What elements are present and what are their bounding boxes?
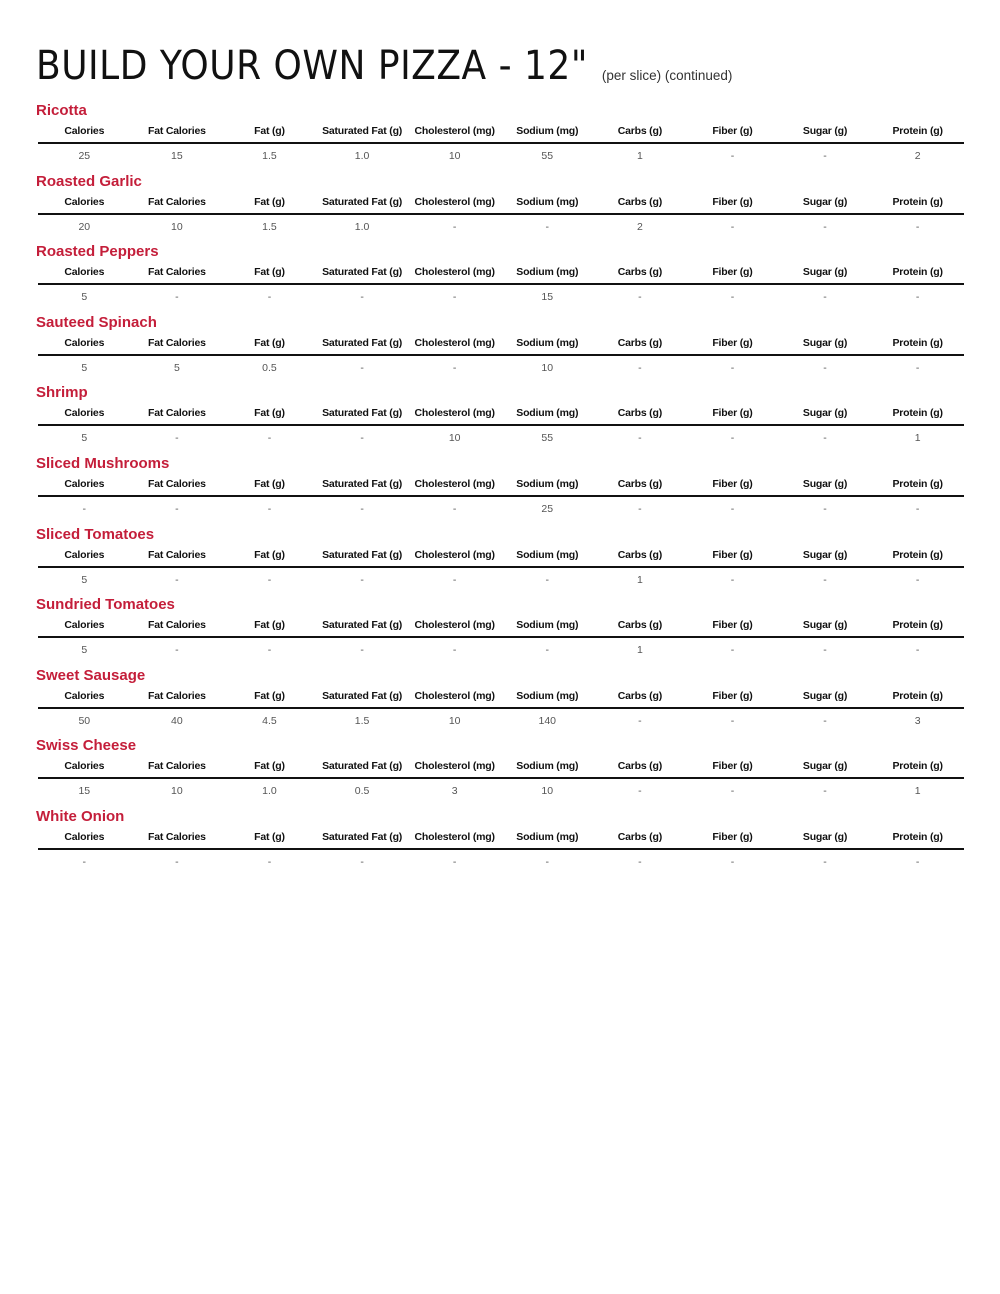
value-cell: 0.5 <box>262 361 277 374</box>
value-cell: 1 <box>636 644 643 657</box>
column-header: Sugar (g) <box>802 548 848 561</box>
value-cell: 1.0 <box>262 785 277 798</box>
nutrition-section <box>0 806 1000 877</box>
page-subtitle: (per slice) (continued) <box>601 68 733 83</box>
column-header: Fiber (g) <box>712 760 753 773</box>
value-cell: - <box>452 361 457 374</box>
value-cell: - <box>915 502 920 515</box>
column-header: Cholesterol (mg) <box>414 125 495 137</box>
value-row <box>38 574 964 588</box>
value-cell: - <box>915 573 920 586</box>
column-header: Fat (g) <box>254 125 285 137</box>
item-name: Ricotta <box>36 102 87 119</box>
column-header: Sodium (mg) <box>516 336 579 349</box>
value-cell: - <box>360 291 364 304</box>
value-cell: 10 <box>171 785 183 798</box>
column-header: Calories <box>64 266 105 279</box>
column-header: Sugar (g) <box>802 477 848 490</box>
column-header: Saturated Fat (g) <box>322 266 403 279</box>
value-cell: - <box>730 220 735 233</box>
value-cell: - <box>823 785 827 798</box>
page-title: BUILD YOUR OWN PIZZA - 12" <box>36 43 588 89</box>
value-cell: 1.0 <box>354 150 370 162</box>
value-cell: - <box>730 573 735 586</box>
column-header: Carbs (g) <box>617 266 662 279</box>
column-header: Saturated Fat (g) <box>322 548 403 561</box>
value-cell: 15 <box>171 150 183 162</box>
value-cell: 5 <box>81 291 88 304</box>
value-cell: 1 <box>636 573 643 586</box>
column-header: Protein (g) <box>892 477 943 490</box>
column-header: Saturated Fat (g) <box>322 477 403 490</box>
value-cell: - <box>360 573 364 586</box>
column-header: Fat (g) <box>254 760 285 773</box>
value-cell: 15 <box>541 291 554 304</box>
value-cell: - <box>82 502 87 515</box>
column-header: Calories <box>64 195 105 208</box>
column-header: Calories <box>64 760 105 773</box>
column-header: Protein (g) <box>892 407 943 420</box>
column-header: Fat (g) <box>254 548 285 561</box>
column-header: Saturated Fat (g) <box>322 689 403 702</box>
column-header: Cholesterol (mg) <box>414 548 495 561</box>
column-header: Sodium (mg) <box>516 548 579 561</box>
value-cell: 1 <box>914 432 921 445</box>
column-header: Protein (g) <box>892 689 943 702</box>
nutrition-section <box>0 735 1000 806</box>
value-cell: 1 <box>914 785 921 798</box>
value-cell: - <box>730 150 735 162</box>
item-name: Shrimp <box>36 384 88 402</box>
column-header: Carbs (g) <box>617 548 662 561</box>
column-header: Fat Calories <box>148 195 206 208</box>
nutrition-section <box>0 382 1000 453</box>
column-header: Fat (g) <box>254 407 285 420</box>
column-header-row <box>38 125 964 144</box>
value-cell: 40 <box>171 714 183 727</box>
value-row <box>38 432 964 446</box>
column-header: Carbs (g) <box>617 830 662 843</box>
value-cell: - <box>175 432 179 445</box>
column-header: Cholesterol (mg) <box>414 830 495 843</box>
column-header: Saturated Fat (g) <box>322 619 403 632</box>
value-cell: - <box>915 220 920 233</box>
nutrition-sections <box>0 100 1000 877</box>
column-header-row <box>38 760 964 779</box>
value-row <box>38 291 964 305</box>
column-header: Fat Calories <box>148 336 206 349</box>
value-cell: - <box>175 502 179 515</box>
value-cell: 25 <box>78 150 91 162</box>
value-cell: - <box>915 855 920 868</box>
value-cell: - <box>638 855 642 868</box>
value-cell: - <box>915 361 920 374</box>
column-header: Calories <box>64 548 105 561</box>
nutrition-section <box>0 171 1000 242</box>
column-header: Fiber (g) <box>712 407 753 420</box>
column-header: Fat (g) <box>254 619 285 632</box>
column-header: Sugar (g) <box>802 407 848 420</box>
column-header: Fat (g) <box>254 266 285 279</box>
column-header: Cholesterol (mg) <box>414 407 495 420</box>
column-header: Calories <box>64 336 105 349</box>
value-cell: - <box>452 644 457 657</box>
column-header-row <box>38 266 964 285</box>
column-header: Sodium (mg) <box>516 125 579 137</box>
column-header: Fat Calories <box>148 548 206 561</box>
column-header: Carbs (g) <box>617 336 662 349</box>
value-cell: 5 <box>81 361 88 374</box>
value-cell: - <box>267 432 272 445</box>
value-row <box>38 150 964 164</box>
column-header-row <box>38 831 964 850</box>
column-header: Saturated Fat (g) <box>322 760 403 773</box>
value-cell: - <box>452 502 457 515</box>
value-cell: 3 <box>451 785 458 798</box>
value-cell: - <box>267 644 272 657</box>
value-row <box>38 856 964 870</box>
value-cell: 3 <box>914 714 921 727</box>
value-cell: - <box>730 361 735 374</box>
value-cell: 1.5 <box>262 150 277 162</box>
column-header: Fiber (g) <box>712 477 753 490</box>
value-cell: 1.5 <box>354 714 370 727</box>
column-header: Fat (g) <box>254 477 285 490</box>
item-name: White Onion <box>36 807 125 825</box>
column-header: Sodium (mg) <box>516 619 579 632</box>
value-row <box>38 221 964 235</box>
value-cell: - <box>452 855 457 868</box>
value-cell: - <box>638 432 642 445</box>
column-header: Fat (g) <box>254 336 285 349</box>
column-header: Sugar (g) <box>802 619 848 632</box>
column-header: Fat Calories <box>148 830 206 843</box>
value-cell: - <box>82 855 87 868</box>
column-header: Protein (g) <box>892 619 943 632</box>
value-cell: 10 <box>541 785 554 798</box>
value-cell: - <box>823 150 827 162</box>
column-header: Saturated Fat (g) <box>322 125 403 137</box>
column-header: Sugar (g) <box>802 125 848 137</box>
column-header-row <box>38 196 964 215</box>
value-cell: - <box>730 432 735 445</box>
column-header: Cholesterol (mg) <box>414 336 495 349</box>
column-header: Fiber (g) <box>712 266 753 279</box>
column-header: Fat (g) <box>254 195 285 208</box>
column-header: Carbs (g) <box>617 760 662 773</box>
value-cell: 1.5 <box>262 220 277 233</box>
value-cell: - <box>638 291 642 304</box>
value-cell: - <box>823 291 827 304</box>
column-header: Cholesterol (mg) <box>414 619 495 632</box>
column-header: Sodium (mg) <box>516 407 579 420</box>
column-header: Protein (g) <box>892 548 943 561</box>
nutrition-section <box>0 524 1000 595</box>
column-header: Carbs (g) <box>617 125 662 137</box>
value-cell: 5 <box>173 361 180 374</box>
column-header: Calories <box>64 830 105 843</box>
column-header: Sugar (g) <box>802 266 848 279</box>
value-cell: 20 <box>78 220 91 233</box>
value-cell: - <box>730 714 735 727</box>
nutrition-section <box>0 241 1000 312</box>
value-cell: - <box>452 220 457 233</box>
value-cell: - <box>267 502 272 515</box>
nutrition-section <box>0 665 1000 736</box>
nutrition-section <box>0 312 1000 383</box>
value-cell: 0.5 <box>354 785 370 798</box>
column-header: Fat Calories <box>148 760 206 773</box>
value-cell: 140 <box>538 714 557 727</box>
column-header: Sugar (g) <box>802 689 848 702</box>
value-cell: - <box>823 714 827 727</box>
value-row <box>38 362 964 376</box>
value-cell: - <box>452 291 457 304</box>
column-header: Carbs (g) <box>617 407 662 420</box>
value-cell: - <box>823 855 827 868</box>
value-cell: 1 <box>636 150 643 162</box>
value-cell: - <box>175 573 179 586</box>
value-cell: - <box>452 573 457 586</box>
column-header: Calories <box>64 477 105 490</box>
value-cell: 5 <box>81 644 88 657</box>
value-cell: - <box>638 361 642 374</box>
value-cell: 10 <box>448 714 461 727</box>
value-row <box>38 785 964 799</box>
column-header: Cholesterol (mg) <box>414 195 495 208</box>
column-header: Sodium (mg) <box>516 266 579 279</box>
column-header-row <box>38 690 964 709</box>
item-name: Roasted Peppers <box>36 243 159 261</box>
column-header: Fat Calories <box>148 619 206 632</box>
value-cell: 10 <box>171 220 183 233</box>
column-header: Cholesterol (mg) <box>414 760 495 773</box>
column-header-row <box>38 337 964 356</box>
value-cell: 50 <box>78 714 91 727</box>
column-header: Saturated Fat (g) <box>322 407 403 420</box>
value-cell: 15 <box>78 785 91 798</box>
column-header: Carbs (g) <box>617 195 662 208</box>
column-header: Saturated Fat (g) <box>322 195 403 208</box>
column-header: Cholesterol (mg) <box>414 689 495 702</box>
value-cell: - <box>360 644 364 657</box>
column-header: Calories <box>64 689 105 702</box>
value-cell: 10 <box>448 432 461 445</box>
value-cell: - <box>545 220 550 233</box>
value-cell: 10 <box>541 361 554 374</box>
column-header: Protein (g) <box>892 125 943 137</box>
value-cell: - <box>360 361 364 374</box>
column-header: Fat Calories <box>148 266 206 279</box>
value-cell: 10 <box>448 150 461 162</box>
value-cell: - <box>823 573 827 586</box>
value-cell: - <box>823 432 827 445</box>
value-cell: - <box>915 644 920 657</box>
column-header: Fat (g) <box>254 689 285 702</box>
value-cell: - <box>915 291 920 304</box>
column-header: Fat Calories <box>148 477 206 490</box>
value-cell: - <box>730 502 735 515</box>
value-cell: 4.5 <box>262 714 277 727</box>
value-cell: 5 <box>81 432 88 445</box>
value-cell: - <box>638 502 642 515</box>
column-header: Fat Calories <box>148 125 206 137</box>
value-cell: - <box>267 573 272 586</box>
column-header: Sodium (mg) <box>516 195 579 208</box>
column-header: Sugar (g) <box>802 760 848 773</box>
value-cell: - <box>823 644 827 657</box>
value-cell: 25 <box>541 502 554 515</box>
value-cell: - <box>730 644 735 657</box>
column-header: Protein (g) <box>892 830 943 843</box>
value-cell: - <box>175 855 179 868</box>
column-header: Sodium (mg) <box>516 477 579 490</box>
column-header-row <box>38 549 964 568</box>
item-name: Sauteed Spinach <box>36 313 157 331</box>
value-cell: - <box>730 855 735 868</box>
value-cell: - <box>823 220 827 233</box>
column-header: Sodium (mg) <box>516 760 579 773</box>
value-cell: - <box>175 644 179 657</box>
column-header: Carbs (g) <box>617 477 662 490</box>
column-header: Carbs (g) <box>617 689 662 702</box>
column-header: Sugar (g) <box>802 830 848 843</box>
item-name: Sweet Sausage <box>36 666 146 684</box>
value-cell: 5 <box>81 573 88 586</box>
value-cell: - <box>360 502 364 515</box>
value-cell: 1.0 <box>354 220 370 233</box>
column-header: Protein (g) <box>892 266 943 279</box>
item-name: Sliced Tomatoes <box>36 525 155 543</box>
value-cell: - <box>730 785 735 798</box>
value-cell: - <box>360 432 364 445</box>
value-cell: - <box>545 644 550 657</box>
column-header: Fat (g) <box>254 830 285 843</box>
column-header: Saturated Fat (g) <box>322 830 403 843</box>
column-header: Sugar (g) <box>802 195 848 208</box>
column-header: Fiber (g) <box>712 830 753 843</box>
column-header: Sugar (g) <box>802 336 848 349</box>
item-name: Sundried Tomatoes <box>36 596 175 614</box>
column-header: Fat Calories <box>148 689 206 702</box>
column-header-row <box>38 407 964 426</box>
column-header: Calories <box>64 619 105 632</box>
value-row <box>38 503 964 517</box>
column-header: Fiber (g) <box>712 125 753 137</box>
value-cell: - <box>638 714 642 727</box>
column-header: Fiber (g) <box>712 336 753 349</box>
nutrition-section <box>0 594 1000 665</box>
column-header: Saturated Fat (g) <box>322 336 403 349</box>
item-name: Roasted Garlic <box>36 172 142 190</box>
value-cell: - <box>545 573 550 586</box>
value-row <box>38 715 964 729</box>
value-row <box>38 644 964 658</box>
item-name: Swiss Cheese <box>36 737 137 755</box>
column-header: Fiber (g) <box>712 195 753 208</box>
column-header-row <box>38 478 964 497</box>
value-cell: - <box>267 855 272 868</box>
value-cell: - <box>360 855 364 868</box>
page-header <box>36 43 733 89</box>
value-cell: - <box>823 502 827 515</box>
column-header: Fiber (g) <box>712 548 753 561</box>
item-name: Sliced Mushrooms <box>36 454 170 472</box>
column-header: Protein (g) <box>892 336 943 349</box>
column-header: Fiber (g) <box>712 689 753 702</box>
column-header: Calories <box>64 125 105 137</box>
value-cell: - <box>175 291 179 304</box>
value-cell: - <box>823 361 827 374</box>
value-cell: 2 <box>914 150 921 162</box>
value-cell: - <box>545 855 550 868</box>
value-cell: - <box>730 291 735 304</box>
column-header: Fiber (g) <box>712 619 753 632</box>
value-cell: 55 <box>541 150 554 162</box>
nutrition-section <box>0 453 1000 524</box>
column-header-row <box>38 619 964 638</box>
column-header: Cholesterol (mg) <box>414 266 495 279</box>
column-header: Carbs (g) <box>617 619 662 632</box>
column-header: Protein (g) <box>892 195 943 208</box>
column-header: Calories <box>64 407 105 420</box>
value-cell: 2 <box>636 220 643 233</box>
column-header: Fat Calories <box>148 407 206 420</box>
column-header: Sodium (mg) <box>516 689 579 702</box>
column-header: Sodium (mg) <box>516 830 579 843</box>
value-cell: - <box>267 291 272 304</box>
column-header: Protein (g) <box>892 760 943 773</box>
nutrition-section <box>0 100 1000 171</box>
value-cell: 55 <box>541 432 554 445</box>
value-cell: - <box>638 785 642 798</box>
column-header: Cholesterol (mg) <box>414 477 495 490</box>
